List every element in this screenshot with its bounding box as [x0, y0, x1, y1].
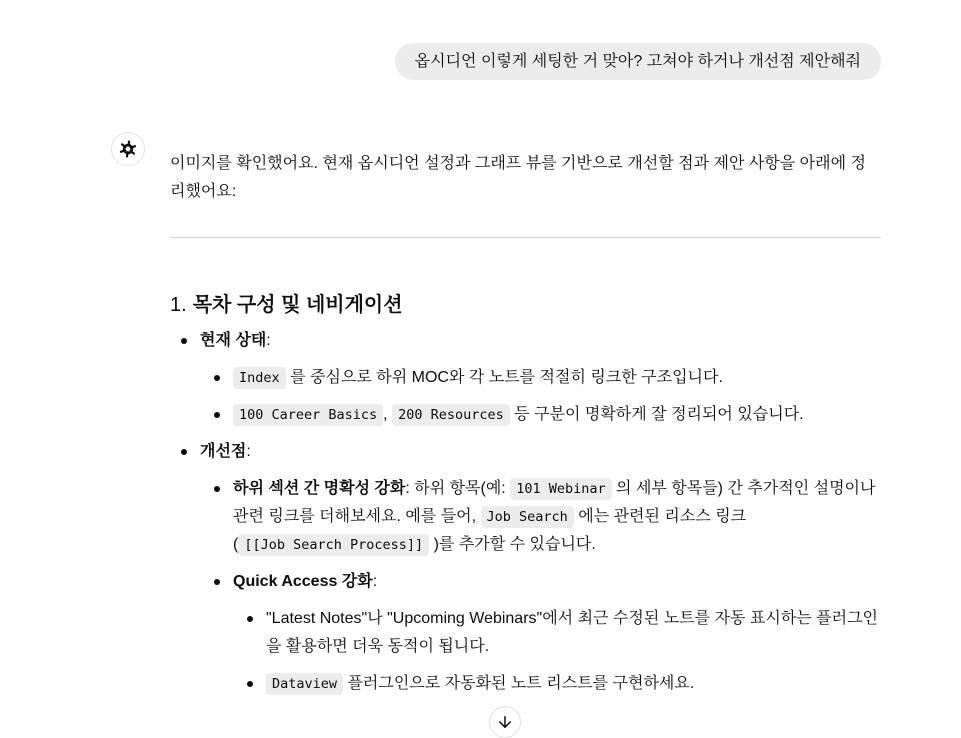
- section-number: 1.: [170, 294, 187, 316]
- bullet-quick-access: [233, 568, 881, 698]
- bullet-latest-notes-plugin: [266, 605, 881, 661]
- bullet-dataview-plugin: [266, 670, 881, 698]
- bullet-latest-notes-plugin-text: "Latest Notes"나 "Upcoming Webinars"에서 최근 수정된 노트를 자동 표시하는 플러그인을 활용하면 더욱 동적이 됩니다.: [266, 610, 879, 655]
- bullet-index-structure: [233, 364, 881, 392]
- bullet-section-clarity-text: 하위 섹션 간 명확성 강화: 하위 항목(예: 101 Webinar 의 세부 항목들) 간 추가적인 설명이나 관련 링크를 더해보세요. 예를 들어, Job Search 에는 관련된 리소스 링크( [[Job Search Process]] )를 추가할 수 있습니다.: [233, 475, 881, 559]
- bullet-folder-naming-text: 100 Career Basics , 200 Resources 등 구분이 명확하게 잘 정리되어 있습니다.: [233, 401, 881, 429]
- bullet-current-state-label: 현재 상태:: [200, 332, 271, 349]
- quick-access-sublist: [233, 605, 881, 698]
- user-message-text: 옵시디언 이렇게 세팅한 거 맞아? 고쳐야 하거나 개선점 제안해줘: [414, 53, 861, 70]
- bullet-folder-naming: [233, 401, 881, 429]
- bullet-dataview-plugin-text: Dataview 플러그인으로 자동화된 노트 리스트를 구현하세요.: [266, 670, 881, 698]
- assistant-markdown: [170, 237, 881, 698]
- bullet-improvements-label: 개선점:: [200, 443, 251, 460]
- assistant-avatar: [111, 132, 145, 166]
- outline-list: [170, 327, 881, 698]
- openai-logo-icon: [117, 138, 139, 160]
- improvements-sublist: [200, 475, 881, 698]
- current-state-sublist: [200, 364, 881, 429]
- user-message-bubble: [395, 43, 881, 80]
- arrow-down-icon: [496, 713, 514, 731]
- bullet-current-state: [200, 327, 881, 429]
- section-title: 목차 구성 및 네비게이션: [192, 294, 403, 316]
- assistant-intro: 이미지를 확인했어요. 현재 옵시디언 설정과 그래프 뷰를 기반으로 개선할 점과 제안 사항을 아래에 정리했어요:: [170, 155, 866, 200]
- bullet-section-clarity: [233, 475, 881, 559]
- bullet-quick-access-label: Quick Access 강화:: [233, 573, 378, 590]
- scroll-to-bottom-button[interactable]: [489, 706, 521, 738]
- section-heading: [170, 292, 881, 318]
- section-divider: [170, 237, 881, 238]
- bullet-index-structure-text: Index 를 중심으로 하위 MOC와 각 노트를 적절히 링크한 구조입니다.: [233, 364, 881, 392]
- bullet-improvements: [200, 438, 881, 698]
